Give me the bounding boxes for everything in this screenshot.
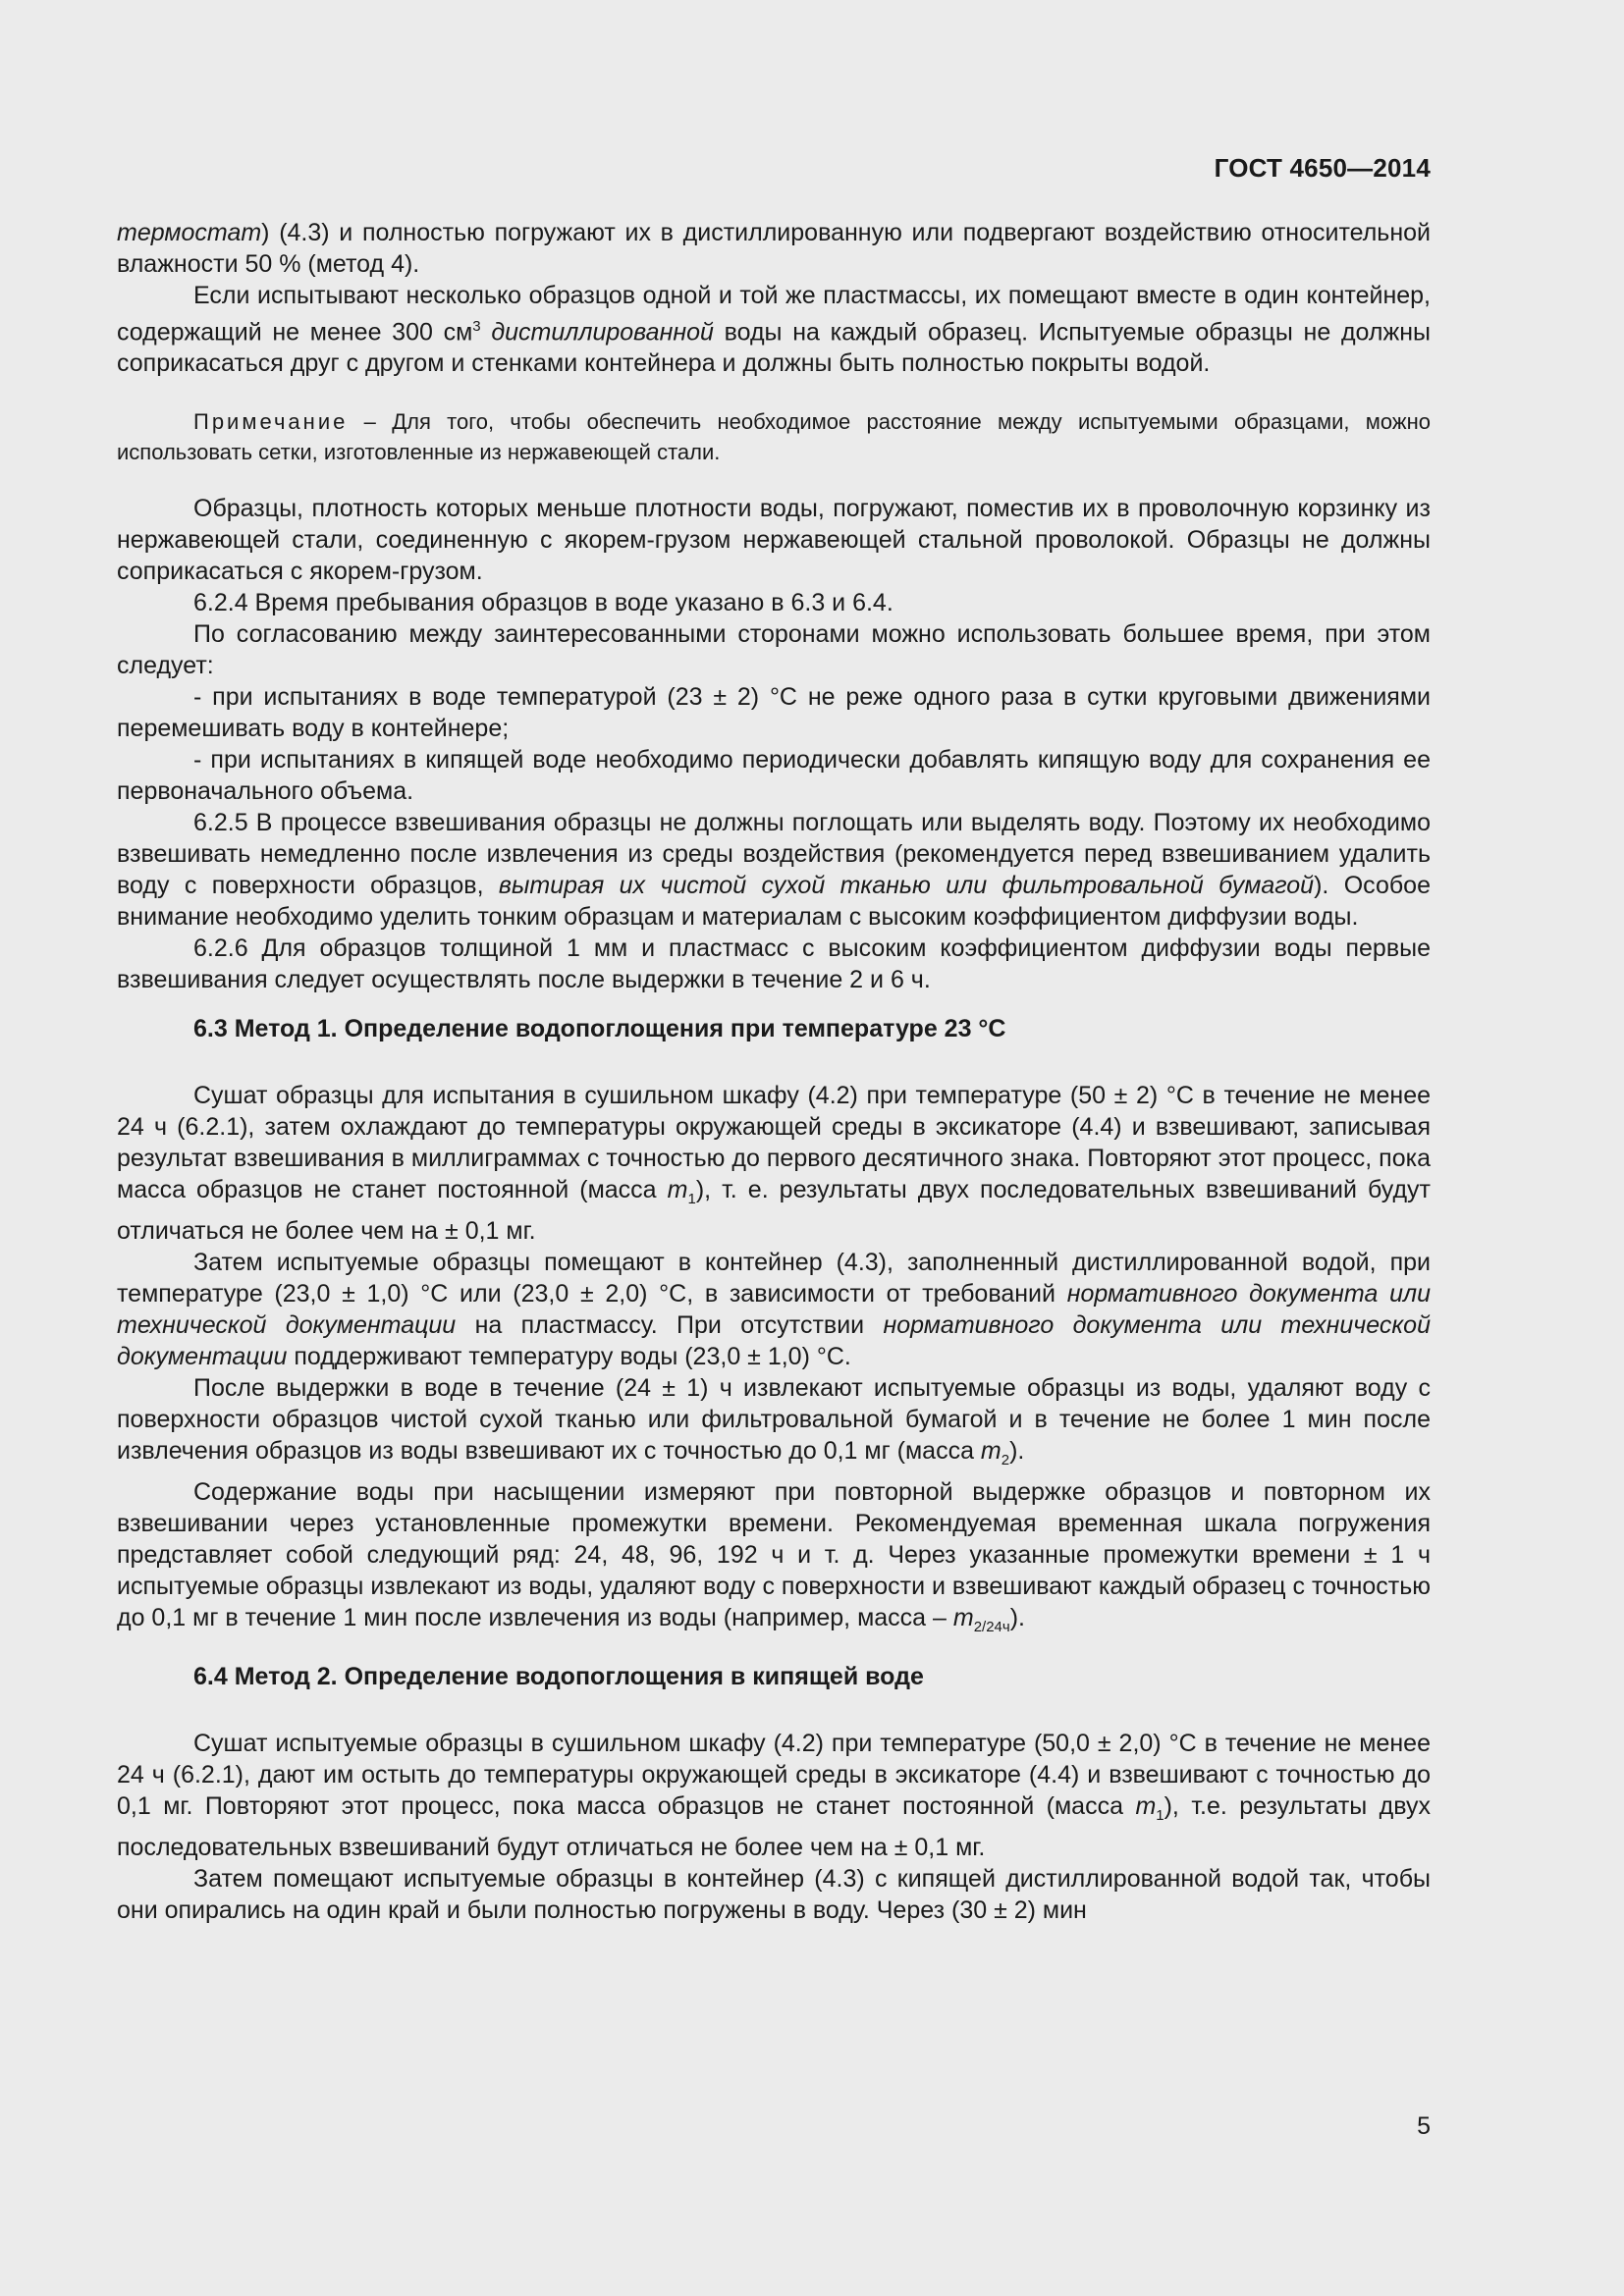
note-label: Примечание [193,409,349,435]
section-heading: 6.4 Метод 2. Определение водопоглощения в кипящей воде [193,1663,924,1691]
paragraph: 6.2.6 Для образцов толщиной 1 мм и пластмасс с высоким коэффициентом диффузии воды первые взвешивания следует осуществлять после выдержки в течение 2 и 6 ч. [117,934,1431,994]
page-number: 5 [1417,2112,1431,2140]
section-heading: 6.3 Метод 1. Определение водопоглощения при температуре 23 °С [193,1015,1006,1043]
paragraph: Затем испытуемые образцы помещают в контейнер (4.3), заполненный дистиллированной водой, при температуре (23,0 ± 1,0) °С или (23,0 ± 2,0) °С, в зависимости от требований нормативного документа или технической документации на пластмассу. При отсутствии нормативного документа или технической документации поддерживают температуру воды (23,0 ± 1,0) °С. [117,1249,1431,1371]
list-item: - при испытаниях в кипящей воде необходимо периодически добавлять кипящую воду для сохранения ее первоначального объема. [117,746,1431,806]
paragraph: После выдержки в воде в течение (24 ± 1) ч извлекают испытуемые образцы из воды, удаляют воду с поверхности образцов чистой сухой тканью или фильтровальной бумагой и в течение не более 1 мин после извлечения образцов из воды взвешивают их с точностью до 0,1 мг (масса $m_2$). [117,1374,1431,1469]
note: Примечание – Для того, чтобы обеспечить необходимое расстояние между испытуемыми образцами, можно использовать сетки, изготовленные из нержавеющей стали. [117,409,1431,465]
paragraph: Сушат образцы для испытания в сушильном шкафу (4.2) при температуре (50 ± 2) °С в течение не менее 24 ч (6.2.1), затем охлаждают до температуры окружающей среды в эксикаторе (4.4) и взвешивают, записывая результат взвешивания в миллиграммах с точностью до первого десятичного знака. Повторяют этот процесс, пока масса образцов не станет постоянной (масса $m_1$), т. е. результаты двух последовательных взвешиваний будут отличаться не более чем на ± 0,1 мг. [117,1082,1432,1246]
paragraph: Затем помещают испытуемые образцы в контейнер (4.3) с кипящей дистиллированной водой так, чтобы они опирались на один край и были полностью погружены в воду. Через (30 ± 2) мин [117,1865,1431,1925]
paragraph: По согласованию между заинтересованными сторонами можно использовать большее время, при этом следует: [117,620,1431,680]
paragraph: Содержание воды при насыщении измеряют при повторной выдержке образцов и повторном их взвешивании через установленные промежутки времени. Рекомендуемая временная шкала погружения представляет собой следующий ряд: 24, 48, 96, 192 ч и т. д. Через указанные промежутки времени ± 1 ч испытуемые образцы извлекают из воды, удаляют воду с поверхности и взвешивают каждый образец с точностью до 0,1 мг в течение 1 мин после извлечения из воды (например, масса – $m_{2/24ч}$). [117,1478,1431,1636]
paragraph: термостат) (4.3) и полностью погружают их в дистиллированную или подвергают воздействию относительной влажности 50 % (метод 4). [117,219,1431,278]
paragraph: Если испытывают несколько образцов одной и той же пластмассы, их помещают вместе в один контейнер, содержащий не менее 300 $см^3$ дистиллированной воды на каждый образец. Испытуемые образцы не должны соприкасаться друг с другом и стенками контейнера и должны быть полностью покрыты водой. [117,282,1431,378]
paragraph: Образцы, плотность которых меньше плотности воды, погружают, поместив их в проволочную корзинку из нержавеющей стали, соединенную с якорем-грузом нержавеющей стальной проволокой. Образцы не должны соприкасаться с якорем-грузом. [117,495,1431,586]
paragraph: 6.2.4 Время пребывания образцов в воде указано в 6.3 и 6.4. [193,589,893,617]
document-body [117,217,1431,1926]
paragraph: 6.2.5 В процессе взвешивания образцы не должны поглощать или выделять воду. Поэтому их необходимо взвешивать немедленно после извлечения из среды воздействия (рекомендуется перед взвешиванием удалить воду с поверхности образцов, вытирая их чистой сухой тканью или фильтровальной бумагой). Особое внимание необходимо уделить тонким образцам и материалам с высоким коэффициентом диффузии воды. [117,809,1431,932]
list-item: - при испытаниях в воде температурой (23 ± 2) °С не реже одного раза в сутки круговыми движениями перемешивать воду в контейнере; [117,683,1431,743]
standard-header: ГОСТ 4650—2014 [1214,153,1431,183]
paragraph: Сушат испытуемые образцы в сушильном шкафу (4.2) при температуре (50,0 ± 2,0) °С в течение не менее 24 ч (6.2.1), дают им остыть до температуры окружающей среды в эксикаторе (4.4) и взвешивают с точностью до 0,1 мг. Повторяют этот процесс, пока масса образцов не станет постоянной (масса $m_1$), т.е. результаты двух последовательных взвешиваний будут отличаться не более чем на ± 0,1 мг. [117,1730,1432,1862]
